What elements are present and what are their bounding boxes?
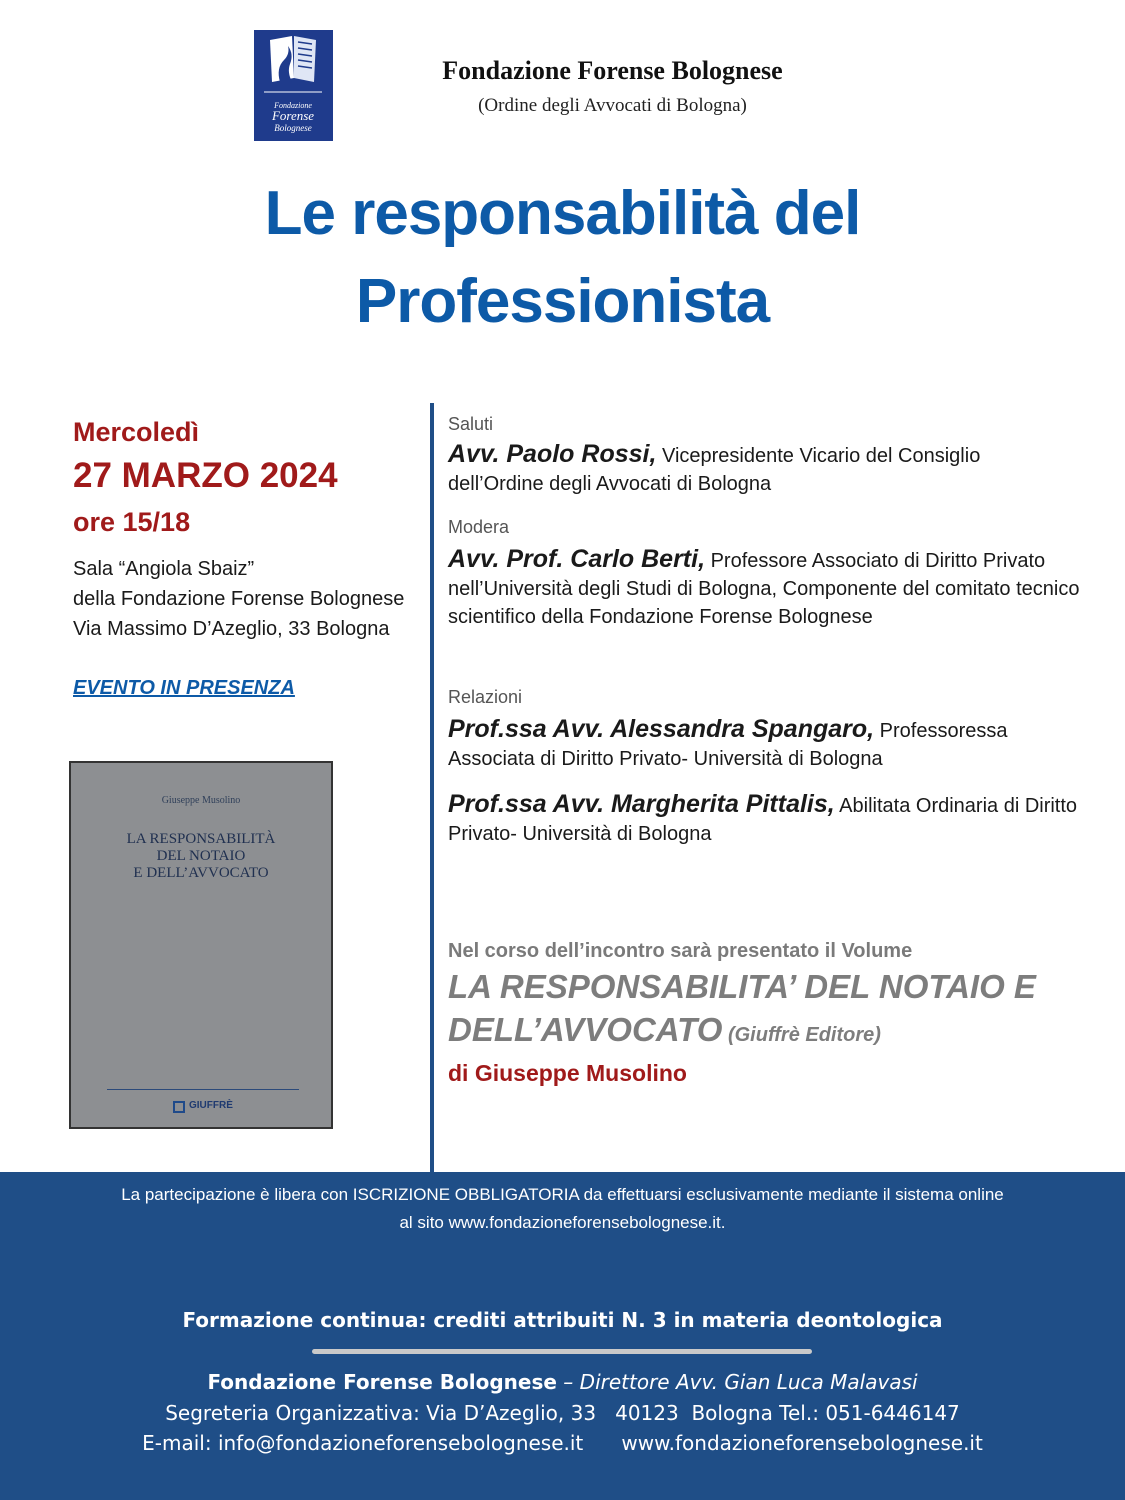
event-type-link[interactable]: EVENTO IN PRESENZA [73,677,295,699]
footer-banner [0,1172,1125,1500]
venue-line-1: Sala “Angiola Sbaiz” [73,558,255,580]
speaker-name: Avv. Prof. Carlo Berti, [448,545,706,573]
speaker-desc-line-2: dell’Ordine degli Avvocati di Bologna [448,473,772,495]
contact-director: – Direttore Avv. Gian Luca Malavasi [556,1370,918,1394]
svg-text:Fondazione: Fondazione [274,101,312,110]
role-relazioni: Relazioni [448,687,523,707]
book-cover-rule [107,1089,299,1090]
volume-title-line-2 [448,1011,881,1049]
speaker-relazioni-1 [448,715,1098,773]
org-subtitle: (Ordine degli Avvocati di Bologna) [478,95,747,116]
speaker-relazioni-2 [448,790,1098,848]
speaker-desc: Abilitata Ordinaria di Diritto Privato- Università di Bologna [448,795,1078,845]
training-credits: Formazione continua: crediti attribuiti N. 3 in materia deontologica [182,1308,943,1332]
volume-title-line-1: LA RESPONSABILITA’ DEL NOTAIO E [448,968,1036,1005]
role-saluti: Saluti [448,414,494,434]
event-time: ore 15/18 [73,507,191,537]
book-cover-title-line-1: LA RESPONSABILITÀ [126,831,276,847]
registration-line-1: La partecipazione è libera con ISCRIZIONE OBBLIGATORIA da effettuarsi esclusivamente mediante il sistema online [121,1185,1004,1204]
volume-intro: Nel corso dell’incontro sarà presentato il Volume [448,940,913,962]
speaker-modera [448,545,1098,631]
event-weekday: Mercoledì [73,417,200,447]
book-cover-title [71,831,331,882]
svg-text:Bolognese: Bolognese [274,123,312,133]
volume-author: di Giuseppe Musolino [448,1060,687,1086]
contact-org-line [0,1370,1125,1394]
book-cover-image [69,761,333,1129]
volume-publisher: (Giuffrè Editore) [722,1024,881,1046]
page-title [0,170,1125,346]
footer-separator [312,1349,812,1354]
org-name: Fondazione Forense Bolognese [442,56,783,85]
title-line-2: Professionista [355,267,770,336]
venue-line-2: della Fondazione Forense Bolognese [73,588,405,610]
volume-title-text: DELL’AVVOCATO [448,1011,723,1048]
publisher-logo-icon [173,1101,185,1113]
book-cover-title-line-3: E DELL’AVVOCATO [133,865,269,881]
speaker-desc: Professore Associato di Diritto Privato nell’Università degli Studi di Bologna, Componente del comitato tecnico scientifico della Fondazione Forense Bolognese [448,550,1080,628]
event-date: 27 MARZO 2024 [73,456,338,495]
vertical-divider [430,403,434,1175]
venue-line-3: Via Massimo D’Azeglio, 33 Bologna [73,618,390,640]
contact-web: E-mail: info@fondazioneforensebolognese.it www.fondazioneforensebolognese.it [142,1431,983,1455]
speaker-desc: Professoressa Associata di Diritto Privato- Università di Bologna [448,720,1008,770]
speaker-name: Avv. Paolo Rossi, [448,440,657,468]
speaker-name: Prof.ssa Avv. Margherita Pittalis, [448,790,835,818]
registration-line-2: al sito www.fondazioneforensebolognese.it. [399,1213,726,1232]
role-modera: Modera [448,517,510,537]
book-cover-title-line-2: DEL NOTAIO [156,848,246,864]
contact-org: Fondazione Forense Bolognese [207,1370,557,1394]
title-line-1: Le responsabilità del [264,179,861,248]
speaker-name: Prof.ssa Avv. Alessandra Spangaro, [448,715,875,743]
book-cover-publisher: GIUFFRÈ [189,1100,233,1111]
foundation-logo [254,30,333,141]
book-cover-author: Giuseppe Musolino [161,795,241,806]
svg-text:Forense: Forense [271,108,315,123]
contact-address: Segreteria Organizzativa: Via D’Azeglio, 33 40123 Bologna Tel.: 051-6446147 [165,1401,960,1425]
speaker-saluti [448,440,1098,498]
speaker-desc: Vicepresidente Vicario del Consiglio [656,445,981,467]
